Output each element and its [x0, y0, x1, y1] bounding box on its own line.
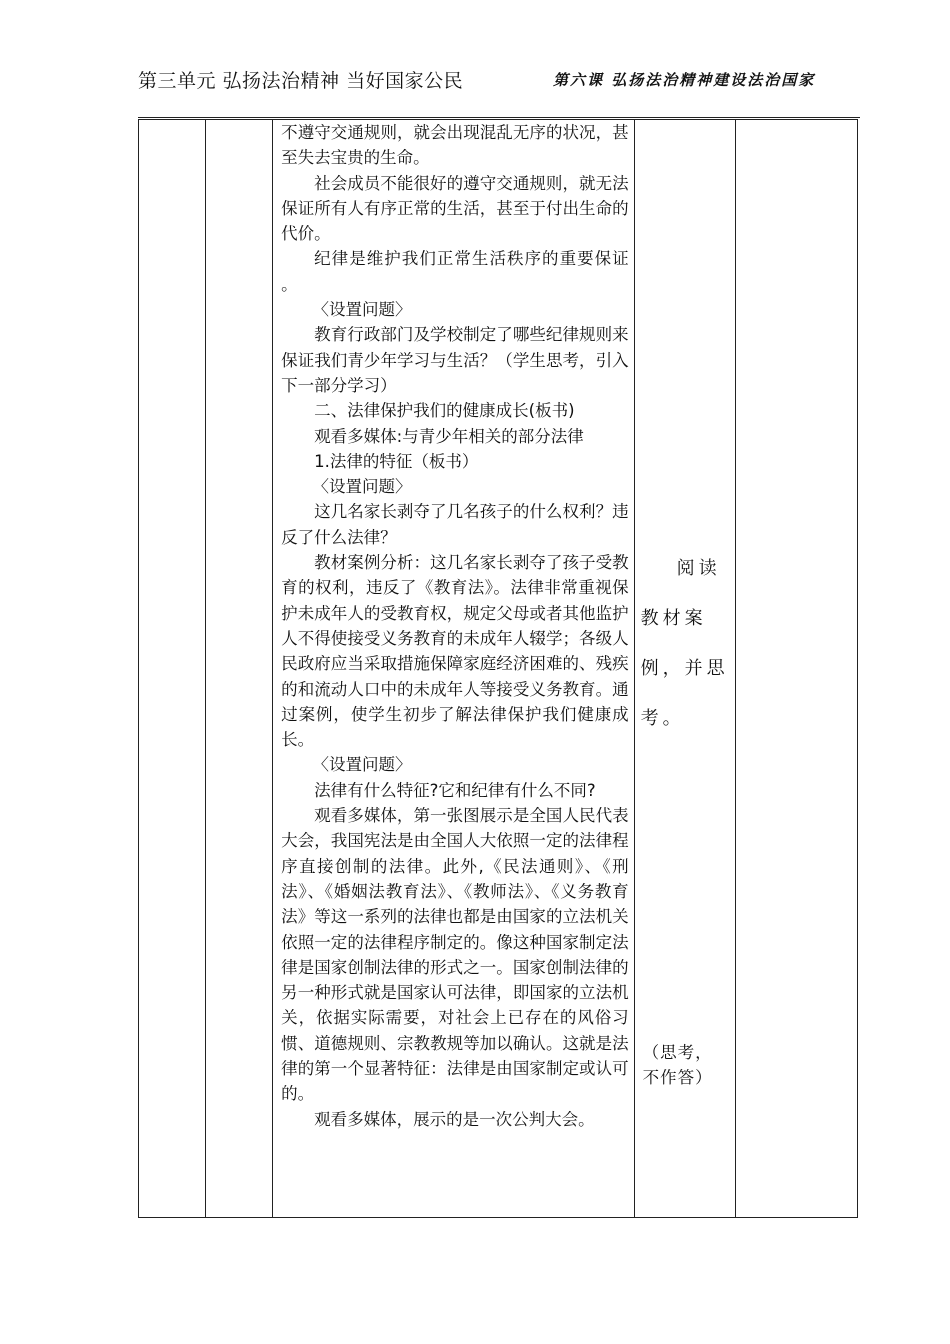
paragraph: 〈设置问题〉 — [312, 755, 412, 775]
paragraph: 〈设置问题〉 — [312, 477, 412, 497]
cell-content-type — [206, 120, 273, 1218]
student-think-note — [643, 1040, 729, 1090]
paragraph: 观看多媒体，展示的是一次公判大会。 — [314, 1109, 595, 1129]
note-line: 教材案 — [640, 608, 707, 629]
paragraph: 教育行政部门及学校制定了哪些纪律规则来保证我们青少年学习与生活？（学生思考，引入下一部分学习） — [281, 325, 629, 395]
paragraph: 二、法律保护我们的健康成长(板书) — [314, 401, 575, 421]
teacher-activity-text — [273, 120, 634, 1132]
paragraph: 不遵守交通规则，就会出现混乱无序的状况，甚至失去宝贵的生命。 — [281, 123, 629, 168]
lesson-title: 第六课 弘扬法治精神建设法治国家 — [553, 71, 816, 89]
paragraph: 1.法律的特征（板书） — [314, 451, 479, 471]
table-row — [139, 120, 858, 1218]
paragraph: 法律有什么特征?它和纪律有什么不同? — [314, 780, 596, 800]
cell-stage — [139, 120, 206, 1218]
paragraph: 教材案例分析：这几名家长剥夺了孩子受教育的权利，违反了《教育法》。法律非常重视保护未成年人的受教育权，规定父母或者其他监护人不得使接受义务教育的未成年人辍学；各级人民政府应当采取措施保障家庭经济困难的、残疾的和流动人口中的未成年人等接受义务教育。通过案例，使学生初步了解法律保护我们健康成长。 — [281, 553, 629, 750]
paragraph: 这几名家长剥夺了几名孩子的什么权利？违反了什么法律？ — [281, 502, 629, 547]
note-line: 考。 — [640, 708, 685, 729]
student-read-note — [641, 544, 729, 744]
note-line: 阅读 — [676, 558, 721, 579]
paragraph: 纪律是维护我们正常生活秩序的重要保证 。 — [281, 249, 629, 294]
note-line: （思考， — [642, 1043, 713, 1062]
header-rule — [138, 117, 860, 118]
cell-design-intent — [735, 120, 857, 1218]
paragraph: 社会成员不能很好的遵守交通规则，就无法保证所有人有序正常的生活，甚至于付出生命的代价。 — [281, 173, 629, 244]
cell-student-activity — [634, 120, 735, 1218]
cell-teacher-activity — [273, 120, 635, 1218]
note-line: 不作答） — [642, 1068, 713, 1087]
paragraph: 观看多媒体，第一张图展示是全国人民代表大会，我国宪法是由全国人大依照一定的法律程序直接创制的法律。此外,《民法通则》、《刑法》、《婚姻法教育法》、《教师法》、《义务教育法》等这一系列的法律也都是由国家的立法机关依照一定的法律程序制定的。像这种国家制定法律是国家创制法律的形式之一。国家创制法律的另一种形式就是国家认可法律，即国家的立法机关，依据实际需要，对社会上已存在的风俗习惯、道德规则、宗教教规等加以确认。这就是法律的第一个显著特征：法律是由国家制定或认可的。 — [281, 806, 629, 1104]
paragraph: 〈设置问题〉 — [312, 300, 412, 320]
unit-title: 第三单元 弘扬法治精神 当好国家公民 — [138, 70, 464, 92]
note-line: 例，并思 — [640, 658, 729, 679]
paragraph: 观看多媒体:与青少年相关的部分法律 — [314, 426, 584, 446]
lesson-plan-table — [138, 119, 858, 1218]
